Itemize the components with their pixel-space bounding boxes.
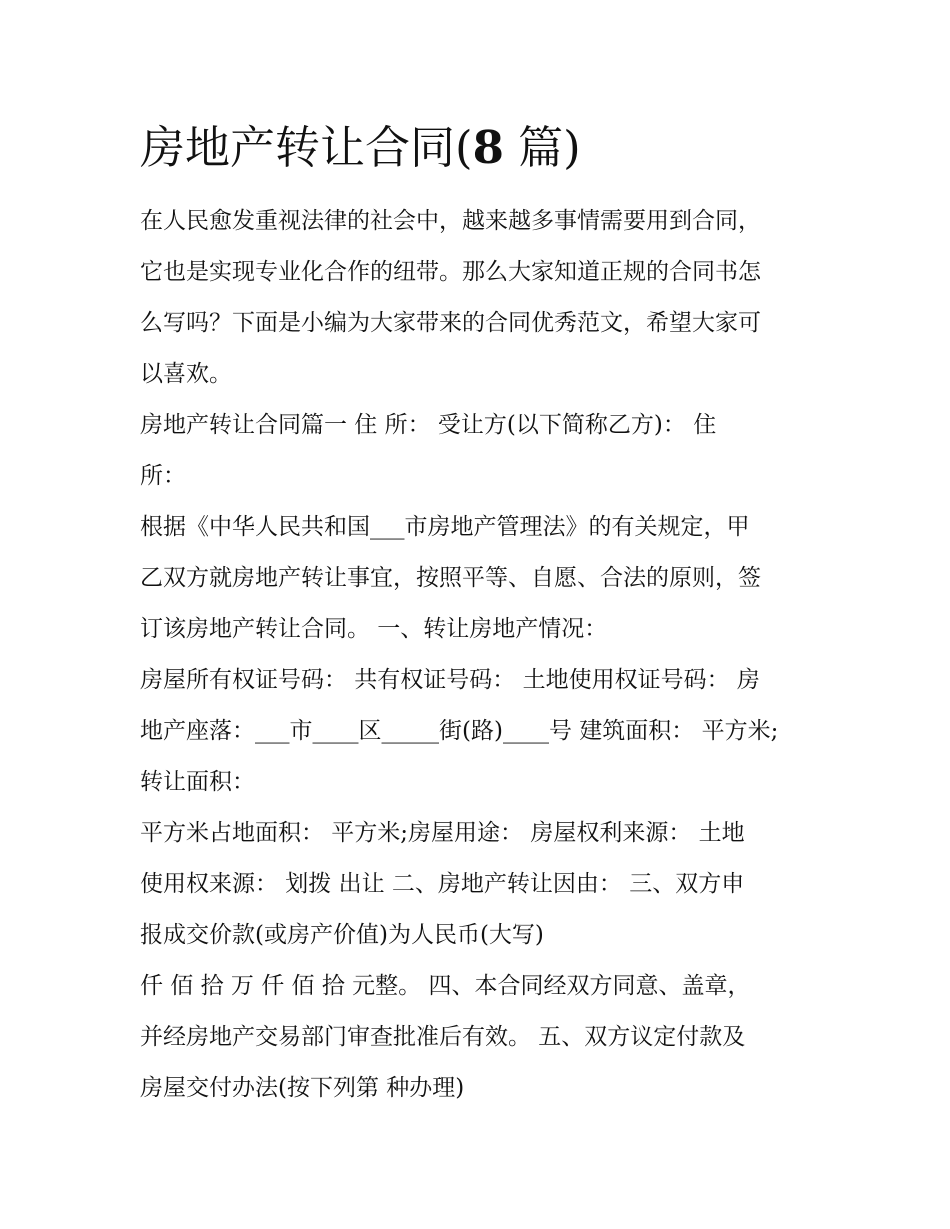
text-line: 所：	[140, 463, 186, 489]
text-line: 以喜欢。	[140, 361, 232, 387]
text-line: 使用权来源： 划拨 出让 二、房地产转让因由： 三、双方申	[140, 871, 745, 897]
text-line: 订该房地产转让合同。 一、转让房地产情况：	[140, 616, 608, 642]
text-line: 它也是实现专业化合作的纽带。那么大家知道正规的合同书怎	[140, 259, 761, 285]
text-line: 根据《中华人民共和国___市房地产管理法》的有关规定，甲	[140, 514, 750, 540]
text-line: 房屋所有权证号码： 共有权证号码： 土地使用权证号码： 房	[140, 667, 760, 693]
text-line: 报成交价款(或房产价值)为人民币(大写)	[140, 922, 544, 948]
title-count: 8	[472, 121, 504, 174]
text-line: 房屋交付办法(按下列第 种办理)	[140, 1075, 465, 1101]
document-body	[140, 196, 820, 1114]
text-line: 并经房地产交易部门审查批准后有效。 五、双方议定付款及	[140, 1024, 746, 1050]
text-line: 平方米占地面积： 平方米;房屋用途： 房屋权利来源： 土地	[140, 820, 745, 846]
text-line: 仟 佰 拾 万 仟 佰 拾 元整。 四、本合同经双方同意、盖章，	[140, 973, 751, 999]
text-line: 房地产转让合同篇一 住 所： 受让方(以下简称乙方)： 住	[140, 412, 717, 438]
title-suffix: 篇)	[503, 121, 581, 174]
text-line: 在人民愈发重视法律的社会中，越来越多事情需要用到合同，	[140, 208, 761, 234]
text-line: 转让面积：	[140, 769, 255, 795]
text-line: 地产座落：___市____区_____街(路)____号 建筑面积： 平方米;	[140, 718, 779, 744]
text-line: 么写吗？下面是小编为大家带来的合同优秀范文，希望大家可	[140, 310, 761, 336]
title-prefix: 房地产转让合同(	[140, 121, 473, 174]
text-line: 乙双方就房地产转让事宜，按照平等、自愿、合法的原则，签	[140, 565, 761, 591]
document-title	[140, 116, 581, 180]
